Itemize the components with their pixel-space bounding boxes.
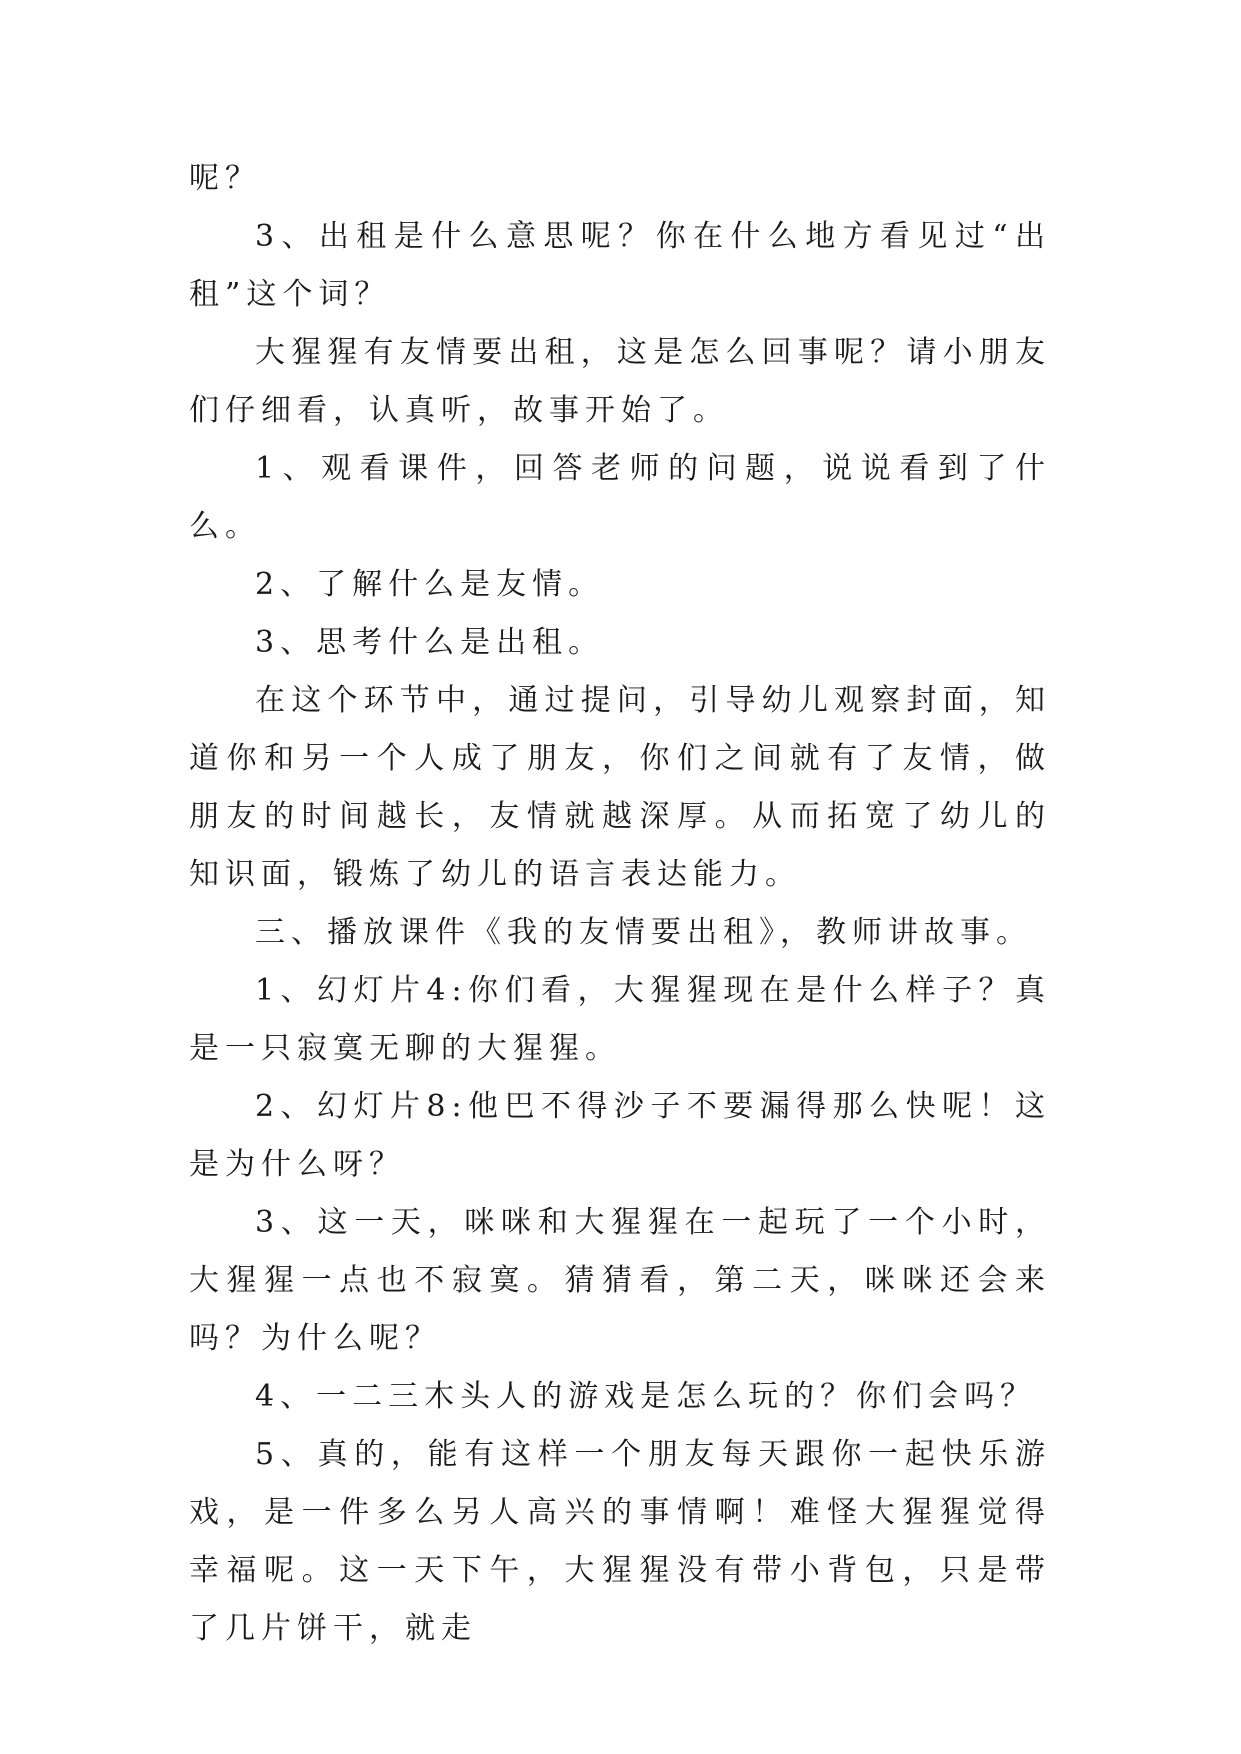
paragraph-continuation: 呢？ [189, 161, 261, 196]
paragraph-slide-4: 1、幻灯片4:你们看，大猩猩现在是什么样子？真是一只寂寞无聊的大猩猩。 [189, 973, 1051, 1066]
document-body [189, 150, 1051, 1658]
paragraph-item-4: 4、一二三木头人的游戏是怎么玩的？你们会吗？ [255, 1379, 1037, 1414]
section-heading-three: 三、播放课件《我的友情要出租》，教师讲故事。 [255, 915, 1032, 950]
paragraph-item-5: 5、真的，能有这样一个朋友每天跟你一起快乐游戏，是一件多么另人高兴的事情啊！难怪大猩猩觉得幸福呢。这一天下午，大猩猩没有带小背包，只是带了几片饼干，就走 [189, 1437, 1051, 1646]
paragraph-story-intro: 大猩猩有友情要出租，这是怎么回事呢？请小朋友们仔细看，认真听，故事开始了。 [189, 335, 1051, 428]
paragraph-question-3-rent: 3、出租是什么意思呢？你在什么地方看见过“出租”这个词？ [189, 219, 1051, 312]
paragraph-step-3: 3、思考什么是出租。 [255, 625, 605, 660]
paragraph-step-1: 1、观看课件，回答老师的问题，说说看到了什么。 [189, 451, 1051, 544]
paragraph-step-2: 2、了解什么是友情。 [255, 567, 605, 602]
paragraph-reflection: 在这个环节中，通过提问，引导幼儿观察封面，知道你和另一个人成了朋友，你们之间就有了友情，做朋友的时间越长，友情就越深厚。从而拓宽了幼儿的知识面，锻炼了幼儿的语言表达能力。 [189, 683, 1051, 892]
paragraph-item-3: 3、这一天，咪咪和大猩猩在一起玩了一个小时，大猩猩一点也不寂寞。猜猜看，第二天，咪咪还会来吗？为什么呢？ [189, 1205, 1051, 1356]
paragraph-slide-8: 2、幻灯片8:他巴不得沙子不要漏得那么快呢！这是为什么呀？ [189, 1089, 1051, 1182]
